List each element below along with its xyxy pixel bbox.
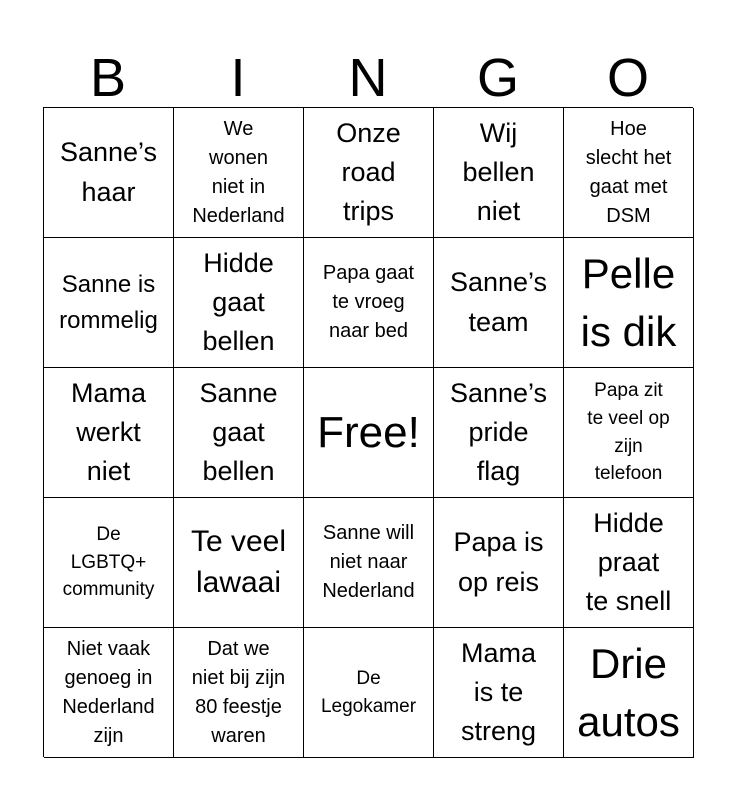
bingo-cell[interactable] [434, 238, 564, 368]
cell-text: Sanne gaat bellen [199, 377, 278, 487]
bingo-cell[interactable] [174, 368, 304, 498]
bingo-cell[interactable] [304, 108, 434, 238]
cell-text: Sanne will niet naar Nederland [322, 522, 415, 602]
cell-text: Pelle is dik [580, 249, 677, 355]
free-cell-text: Free! [317, 407, 420, 457]
cell-text: Onze road trips [336, 117, 401, 227]
bingo-cell[interactable] [304, 238, 434, 368]
bingo-cell[interactable] [304, 498, 434, 628]
cell-text: Dat we niet bij zijn 80 feestje waren [191, 637, 286, 747]
bingo-cell[interactable] [434, 368, 564, 498]
cell-text: Papa gaat te vroeg naar bed [322, 262, 415, 342]
bingo-header [43, 44, 693, 108]
bingo-cell[interactable] [44, 238, 174, 368]
cell-text: Wij bellen niet [462, 117, 535, 227]
bingo-cell[interactable] [174, 628, 304, 758]
cell-text: Te veel lawaai [190, 525, 287, 599]
bingo-cell[interactable] [174, 238, 304, 368]
cell-text: Niet vaak genoeg in Nederland zijn [62, 637, 155, 747]
cell-text: Sanne’s team [449, 267, 548, 337]
bingo-cell[interactable] [174, 498, 304, 628]
bingo-cell[interactable] [434, 498, 564, 628]
bingo-cell[interactable] [304, 628, 434, 758]
cell-text: Sanne is rommelig [59, 270, 158, 334]
bingo-cell[interactable] [564, 498, 694, 628]
header-letter-g: G [476, 48, 519, 108]
cell-text: Sanne’s haar [59, 137, 158, 207]
bingo-cell[interactable] [564, 368, 694, 498]
cell-text: Drie autos [577, 639, 680, 745]
header-letter-n: N [348, 48, 388, 108]
bingo-cell[interactable] [44, 498, 174, 628]
bingo-cell[interactable] [174, 108, 304, 238]
header-letter-o: O [606, 48, 649, 108]
cell-text: Hidde praat te snell [585, 507, 672, 617]
cell-text: De Legokamer [320, 667, 417, 717]
bingo-cell[interactable] [44, 108, 174, 238]
bingo-cell[interactable] [564, 108, 694, 238]
bingo-cell[interactable] [564, 628, 694, 758]
cell-text: Hoe slecht het gaat met DSM [585, 117, 672, 227]
cell-text: Mama is te streng [460, 637, 537, 747]
header-letter-b: B [89, 48, 127, 108]
cell-text: De LGBTQ+ community [62, 524, 155, 601]
cell-text: Mama werkt niet [70, 377, 146, 487]
cell-text: Papa is op reis [453, 527, 544, 597]
free-cell[interactable] [304, 368, 434, 498]
bingo-cell[interactable] [564, 238, 694, 368]
cell-text: We wonen niet in Nederland [192, 117, 285, 227]
bingo-cell[interactable] [44, 628, 174, 758]
bingo-cell[interactable] [44, 368, 174, 498]
bingo-cell[interactable] [434, 628, 564, 758]
header-letter-i: I [230, 48, 246, 108]
bingo-board [43, 107, 693, 757]
bingo-cell[interactable] [434, 108, 564, 238]
cell-text: Hidde gaat bellen [202, 247, 275, 357]
cell-text: Papa zit te veel op zijn telefoon [587, 380, 670, 485]
cell-text: Sanne’s pride flag [449, 377, 548, 487]
